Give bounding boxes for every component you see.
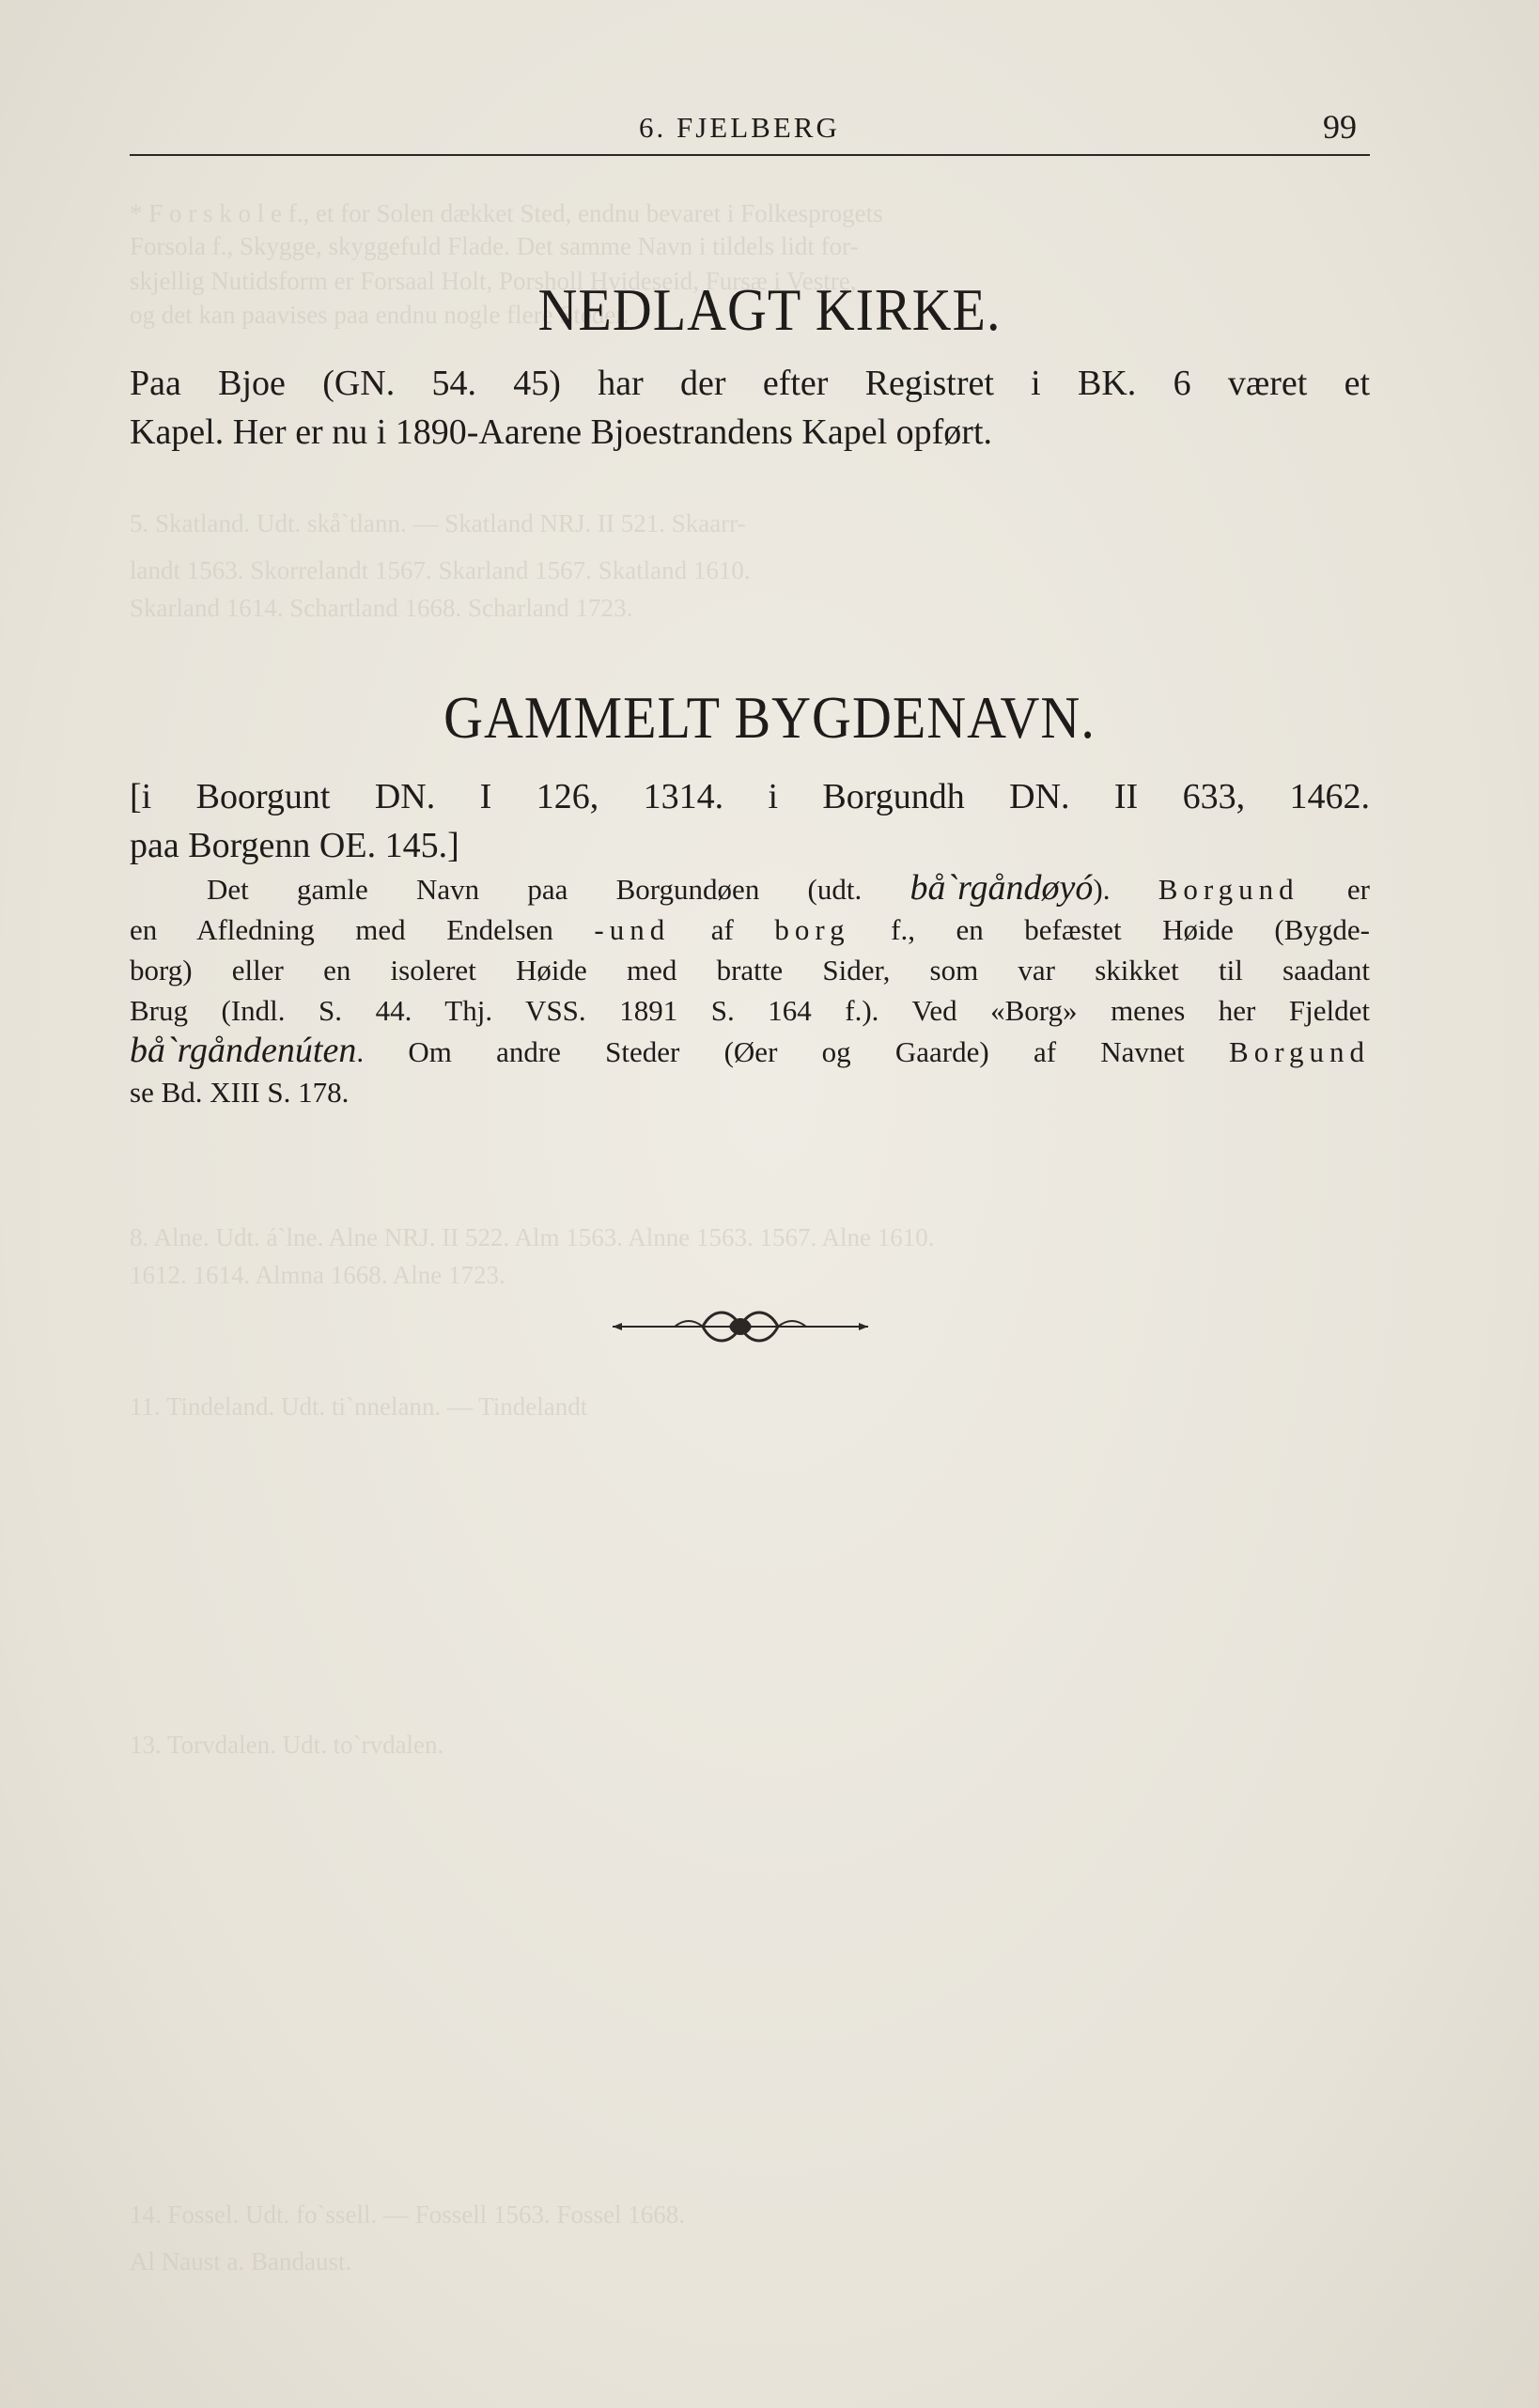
- page-number: 99: [1323, 108, 1357, 146]
- text-line: [i Boorgunt DN. I 126, 1314. i Borgundh DN. II 633, 1462.: [130, 777, 1370, 816]
- bleed-through-line: Skarland 1614. Schartland 1668. Scharland 1723.: [130, 594, 633, 622]
- body-paragraph: [130, 868, 1370, 1112]
- bleed-through-line: 8. Alne. Udt. á`lne. Alne NRJ. II 522. Alm 1563. Alnne 1563. 1567. Alne 1610.: [130, 1223, 935, 1251]
- bleed-through-line: 1612. 1614. Almna 1668. Alne 1723.: [130, 1261, 505, 1289]
- text-line: en Afledning med Endelsen -und af borg f., en befæstet Høide (Bygde-: [130, 913, 1371, 946]
- spaced-term: Borgund: [1158, 873, 1299, 906]
- text-line: se Bd. XIII S. 178.: [130, 1076, 350, 1109]
- text-line: Kapel. Her er nu i 1890-Aarene Bjoestrandens Kapel opført.: [130, 412, 993, 452]
- text-line: Paa Bjoe (GN. 54. 45) har der efter Registret i BK. 6 været et: [130, 364, 1370, 403]
- bleed-through-line: Al Naust a. Bandaust.: [130, 2247, 352, 2276]
- bleed-through-line: Forsola f., Skygge, skyggefuld Flade. Det samme Navn i tildels lidt for-: [130, 232, 859, 260]
- ornament-flourish-icon: [609, 1298, 872, 1355]
- text-line: bå`rgåndenúten. Om andre Steder (Øer og Gaarde) af Navnet Borgund: [130, 1031, 1370, 1070]
- text-line: paa Borgenn OE. 145.]: [130, 826, 459, 865]
- spaced-term: Borgund: [1229, 1035, 1370, 1068]
- bleed-through-line: 11. Tindeland. Udt. ti`nnelann. — Tindelandt: [130, 1392, 588, 1421]
- spaced-term: -und: [594, 913, 671, 946]
- section-paragraph: [130, 359, 1370, 457]
- source-citations: [130, 772, 1370, 870]
- text-line: Det gamle Navn paa Borgundøen (udt. bå`rgåndøyó). Borgund er: [207, 868, 1370, 908]
- header-rule: [130, 154, 1370, 156]
- bleed-through-line: 14. Fossel. Udt. fo`ssell. — Fossell 1563. Fossel 1668.: [130, 2200, 686, 2229]
- bleed-through-line: 13. Torvdalen. Udt. to`rvdalen.: [130, 1731, 444, 1759]
- running-head: 6. FJELBERG: [639, 111, 840, 144]
- bleed-through-line: 5. Skatland. Udt. skå`tlann. — Skatland NRJ. II 521. Skaarr-: [130, 509, 746, 537]
- text-line: borg) eller en isoleret Høide med bratte Sider, som var skikket til saadant: [130, 954, 1370, 987]
- section-heading-gammelt-bygdenavn: GAMMELT BYGDENAVN.: [443, 683, 1096, 752]
- bleed-through-line: landt 1563. Skorrelandt 1567. Skarland 1567. Skatland 1610.: [130, 556, 751, 584]
- bleed-through-line: og det kan paavises paa endnu nogle flere Steder.: [130, 301, 630, 329]
- bleed-through-line: * F o r s k o l e f., et for Solen dækket Sted, endnu bevaret i Folkesprogets: [130, 199, 883, 227]
- phonetic-form: bå`rgåndenúten: [130, 1031, 357, 1070]
- phonetic-form: bå`rgåndøyó: [909, 868, 1094, 908]
- section-heading-nedlagt-kirke: NEDLAGT KIRKE.: [537, 275, 1002, 344]
- bleed-through-line: skjellig Nutidsform er Forsaal Holt, Porsholl Hvideseid, Fursæ i Vestre,: [130, 267, 857, 295]
- spaced-term: borg: [774, 913, 850, 946]
- text-line: Brug (Indl. S. 44. Thj. VSS. 1891 S. 164 f.). Ved «Borg» menes her Fjeldet: [130, 994, 1370, 1027]
